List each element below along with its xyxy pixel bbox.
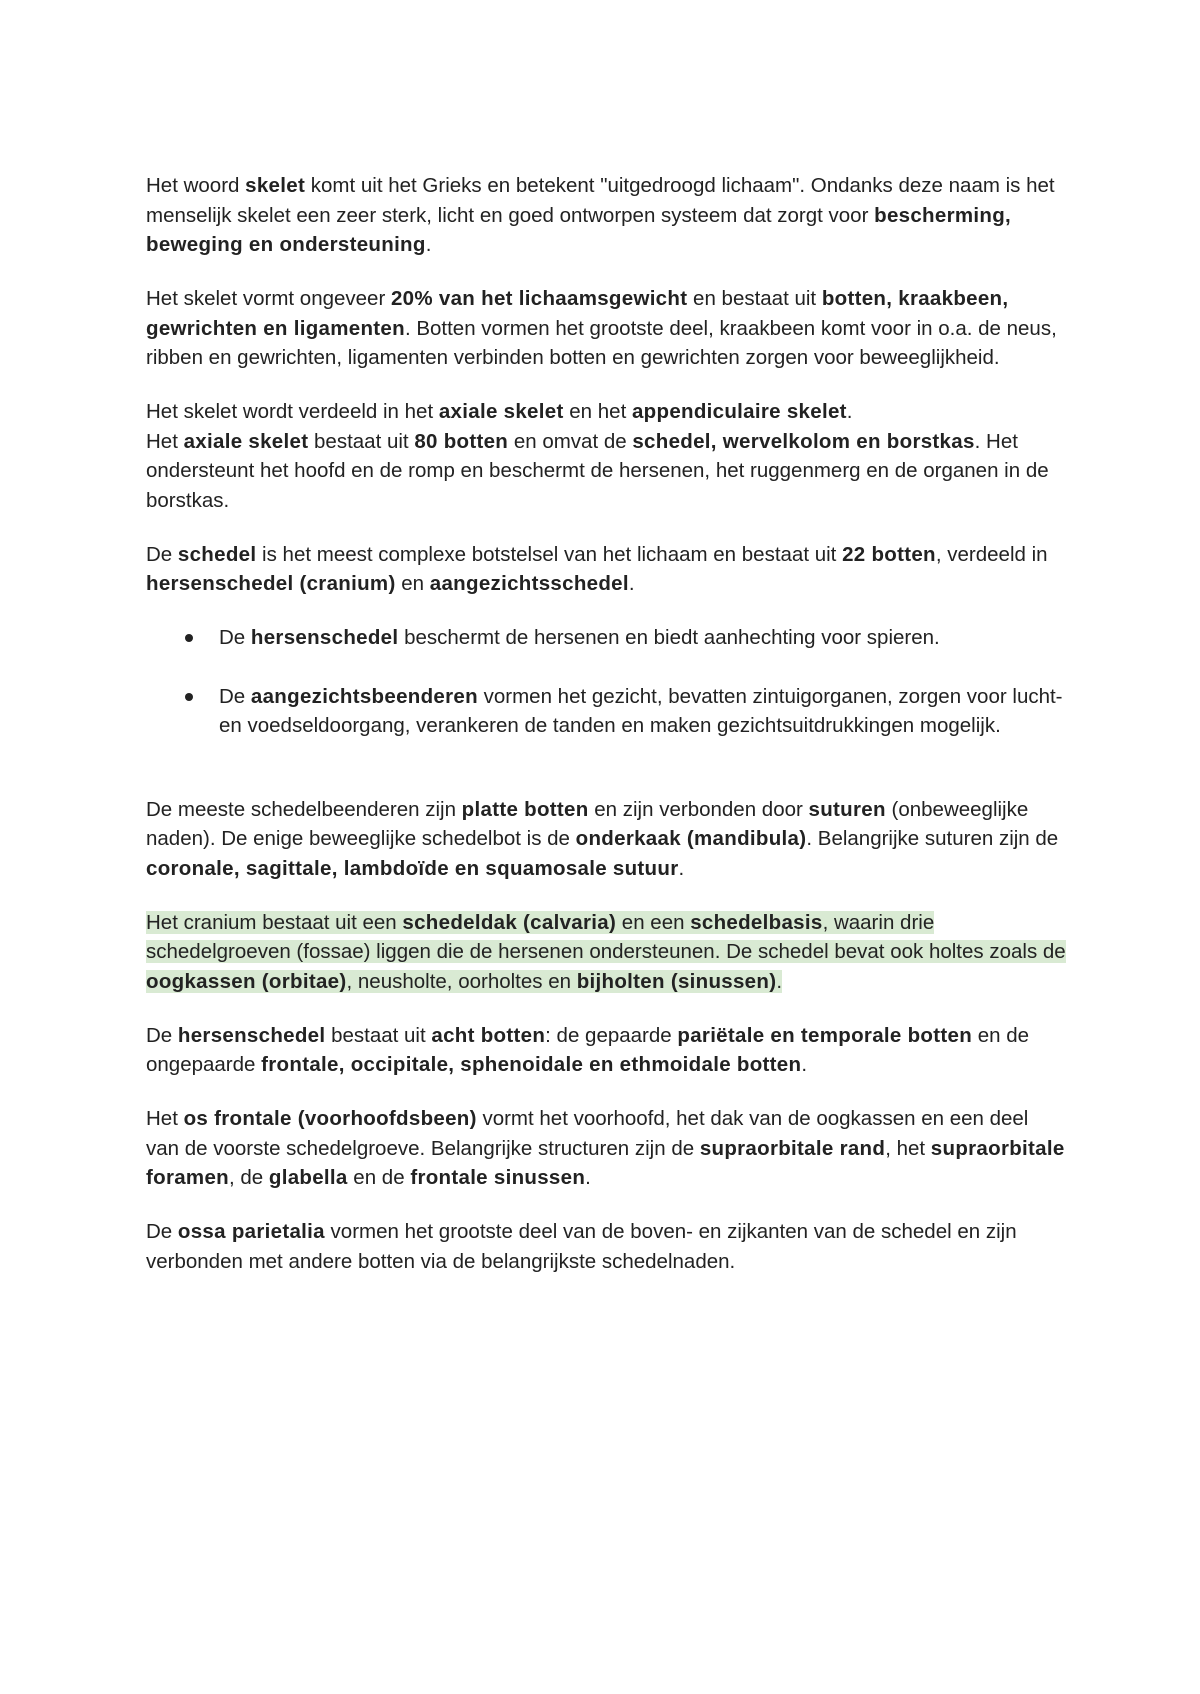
text-run: bestaat uit bbox=[308, 429, 415, 453]
bold-term: oogkassen (orbitae) bbox=[146, 969, 347, 993]
text-run: . bbox=[801, 1053, 808, 1076]
bold-term: axiale skelet bbox=[183, 429, 309, 453]
bold-term: frontale sinussen bbox=[410, 1166, 586, 1189]
text-run: . bbox=[585, 1166, 591, 1189]
text-run: komt uit het Grieks en betekent "uitgedroogd lichaam". Ondanks deze naam is het menselijk skelet een zeer sterk, licht en goed ontworpen systeem dat zorgt voor bbox=[146, 174, 1055, 227]
text-run: en de bbox=[347, 1166, 411, 1189]
bold-term: frontale, occipitale, sphenoidale en ethmoidale botten bbox=[261, 1053, 802, 1076]
bold-term: hersenschedel (cranium) bbox=[146, 572, 396, 595]
text-run: Het cranium bestaat uit een bbox=[146, 910, 403, 934]
text-run: Het bbox=[146, 1107, 184, 1130]
bold-term: glabella bbox=[268, 1166, 348, 1189]
text-run: vormen het grootste deel van de boven- en zijkanten van de schedel en zijn verbonden met andere botten via de belangrijkste schedelnaden. bbox=[146, 1220, 1017, 1273]
list-item bbox=[219, 682, 1066, 741]
text-run: vormt het voorhoofd, het dak van de oogkassen en een deel van de voorste schedelgroeve. Belangrijke structuren zijn de bbox=[146, 1107, 1029, 1160]
bold-term: onderkaak (mandibula) bbox=[575, 827, 807, 850]
bold-term: hersenschedel bbox=[250, 626, 399, 649]
paragraph bbox=[146, 1021, 1066, 1080]
bold-term: 20% van het lichaamsgewicht bbox=[390, 287, 688, 310]
text-run: Het skelet vormt ongeveer bbox=[146, 287, 391, 310]
bullet-icon bbox=[185, 634, 193, 642]
bold-term: supraorbitale rand bbox=[699, 1136, 886, 1160]
text-run: Het bbox=[146, 429, 184, 453]
bullet-list bbox=[146, 623, 1066, 741]
text-run: . Botten vormen het grootste deel, kraakbeen komt voor in o.a. de neus, ribben en gewrichten, ligamenten verbinden botten en gewrichten zorgen voor beweeglijkheid. bbox=[146, 316, 1057, 369]
highlighted-text bbox=[146, 911, 1066, 993]
bold-term: platte botten bbox=[461, 797, 589, 821]
text-run: vormen het gezicht, bevatten zintuigorganen, zorgen voor lucht- en voedseldoorgang, verankeren de tanden en maken gezichtsuitdrukkingen mogelijk. bbox=[219, 684, 1063, 737]
text-run: , verdeeld in bbox=[935, 542, 1048, 566]
text-run: en het bbox=[563, 400, 632, 423]
bold-term: aangezichtsschedel bbox=[429, 572, 629, 595]
text-run: en een bbox=[616, 910, 691, 934]
text-run: : de gepaarde bbox=[545, 1023, 678, 1047]
text-run: . Belangrijke suturen zijn de bbox=[806, 827, 1059, 850]
paragraph bbox=[146, 171, 1066, 260]
text-run: , de bbox=[228, 1166, 269, 1189]
paragraph bbox=[146, 795, 1066, 884]
text-run: . bbox=[846, 400, 853, 423]
text-run: (onbeweeglijke naden). De enige beweeglijke schedelbot is de bbox=[146, 797, 1029, 850]
text-run: De bbox=[146, 1220, 178, 1243]
bold-term: bescherming, beweging en ondersteuning bbox=[146, 203, 1012, 256]
text-run: De bbox=[219, 684, 251, 708]
text-run: . bbox=[628, 572, 635, 595]
text-run: en de ongepaarde bbox=[146, 1023, 1030, 1076]
bold-term: suturen bbox=[808, 797, 886, 821]
document-body bbox=[146, 171, 1066, 1301]
bold-term: schedel bbox=[177, 542, 257, 566]
bullet-icon bbox=[185, 693, 193, 701]
text-run: is het meest complexe botstelsel van het lichaam en bestaat uit bbox=[256, 542, 843, 566]
text-run: . bbox=[678, 856, 685, 880]
bold-term: os frontale (voorhoofdsbeen) bbox=[183, 1107, 477, 1130]
paragraph bbox=[146, 540, 1066, 599]
text-run: De bbox=[146, 542, 178, 566]
bold-term: schedelbasis bbox=[690, 910, 823, 934]
highlighted-paragraph bbox=[146, 908, 1066, 997]
bold-term: ossa parietalia bbox=[177, 1220, 325, 1243]
bold-term: bijholten (sinussen) bbox=[576, 969, 777, 993]
text-run: beschermt de hersenen en biedt aanhechting voor spieren. bbox=[398, 626, 940, 649]
bold-term: axiale skelet bbox=[438, 400, 564, 423]
paragraph bbox=[146, 1217, 1066, 1276]
text-run: . Het ondersteunt het hoofd en de romp en beschermt de hersenen, het ruggenmerg en de organen in de borstkas. bbox=[146, 429, 1049, 512]
bold-term: acht botten bbox=[431, 1023, 546, 1047]
text-run: en zijn verbonden door bbox=[588, 797, 809, 821]
text-run: en bbox=[395, 572, 430, 595]
bold-term: supraorbitale foramen bbox=[146, 1136, 1065, 1189]
bold-term: hersenschedel bbox=[177, 1023, 326, 1047]
paragraph bbox=[146, 397, 1066, 515]
text-run: De meeste schedelbeenderen zijn bbox=[146, 797, 462, 821]
bold-term: schedeldak (calvaria) bbox=[402, 910, 617, 934]
bold-term: pariëtale en temporale botten bbox=[677, 1023, 973, 1047]
text-run: en omvat de bbox=[508, 429, 633, 453]
bold-term: aangezichtsbeenderen bbox=[250, 684, 478, 708]
text-run: , het bbox=[885, 1136, 931, 1160]
paragraph bbox=[146, 284, 1066, 373]
text-run: en bestaat uit bbox=[687, 287, 822, 310]
text-run: , waarin drie schedelgroeven (fossae) liggen die de hersenen ondersteunen. De schedel bevat ook holtes zoals de bbox=[146, 910, 1066, 963]
list-item bbox=[219, 623, 1066, 653]
bold-term: 80 botten bbox=[414, 429, 509, 453]
paragraph bbox=[146, 1104, 1066, 1193]
text-run: De bbox=[219, 626, 251, 649]
text-run: Het skelet wordt verdeeld in het bbox=[146, 400, 439, 423]
bold-term: 22 botten bbox=[842, 542, 936, 566]
text-run: , neusholte, oorholtes en bbox=[346, 969, 577, 993]
bold-term: appendiculaire skelet bbox=[631, 400, 847, 423]
text-run: . bbox=[425, 233, 432, 256]
text-run: . bbox=[776, 969, 783, 993]
bold-term: schedel, wervelkolom en borstkas bbox=[632, 429, 975, 453]
bold-term: botten, kraakbeen, gewrichten en ligamenten bbox=[146, 287, 1009, 340]
text-run: bestaat uit bbox=[325, 1023, 432, 1047]
bold-term: skelet bbox=[245, 174, 306, 197]
text-run: De bbox=[146, 1023, 178, 1047]
bold-term: coronale, sagittale, lambdoïde en squamosale sutuur bbox=[146, 856, 679, 880]
text-run: Het woord bbox=[146, 174, 246, 197]
